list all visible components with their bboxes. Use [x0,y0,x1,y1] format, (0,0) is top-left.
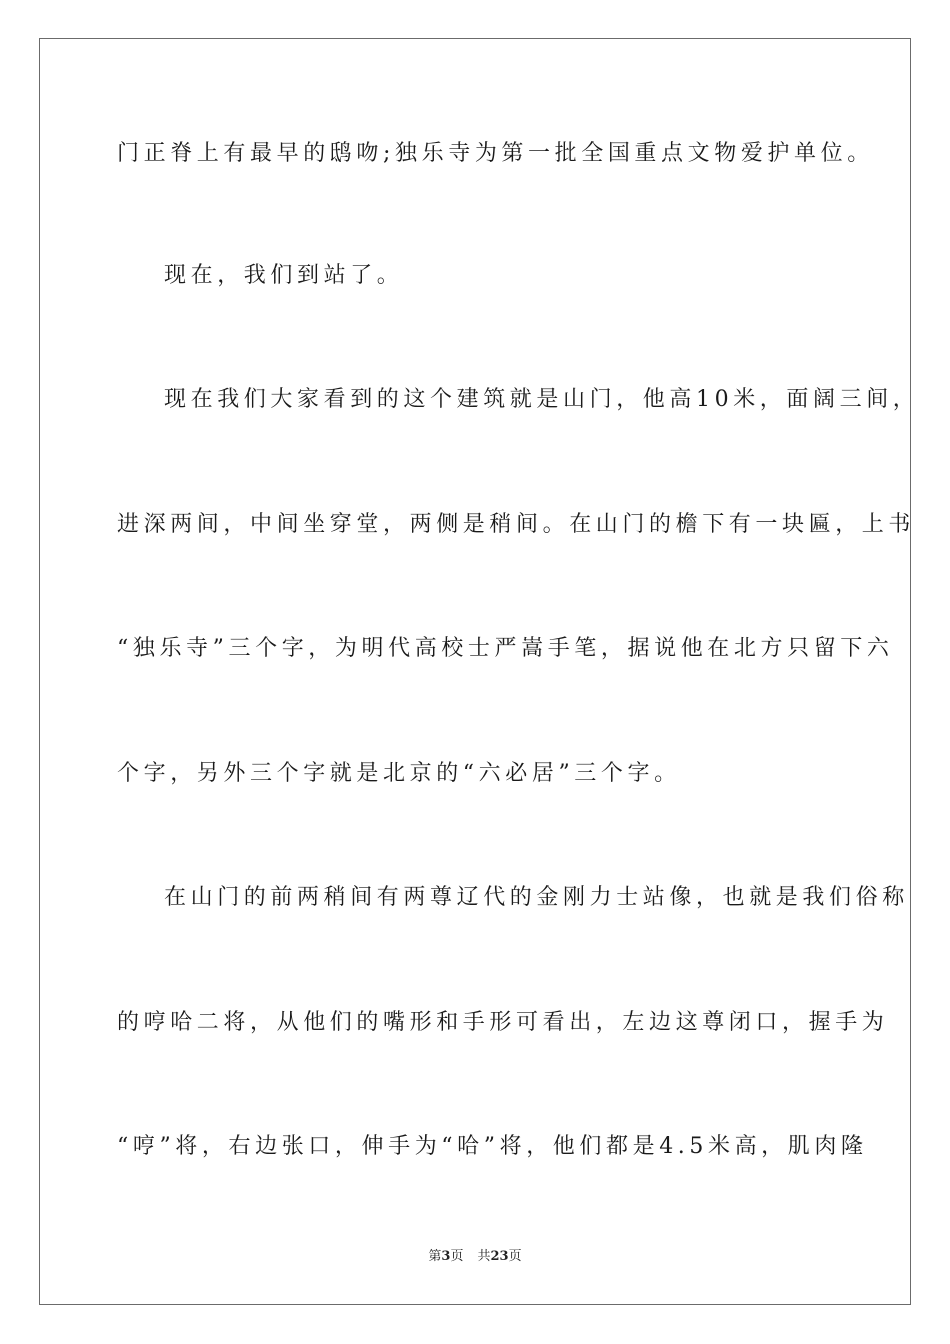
text-line-2: 现在，我们到站了。 [164,263,404,288]
text-line-6: 个字，另外三个字就是北京的“六必居”三个字。 [117,761,681,786]
text-line-8: 的哼哈二将，从他们的嘴形和手形可看出，左边这尊闭口，握手为 [117,1010,889,1035]
total-prefix: 共 [477,1249,491,1264]
page-footer [0,1248,950,1266]
text-line-9: “哼”将，右边张口，伸手为“哈”将，他们都是4.5米高，肌肉隆 [117,1134,868,1159]
total-suffix: 页 [508,1249,522,1264]
text-line-7: 在山门的前两稍间有两尊辽代的金刚力士站像，也就是我们俗称 [164,885,909,910]
text-line-3: 现在我们大家看到的这个建筑就是山门，他高10米，面阔三间， [164,387,920,412]
page-suffix: 页 [450,1249,464,1264]
text-line-4: 进深两间，中间坐穿堂，两侧是稍间。在山门的檐下有一块匾，上书 [117,512,916,537]
page-border [39,38,911,1305]
total-pages: 23 [490,1249,509,1264]
page-number: 3 [441,1249,451,1264]
page-prefix: 第 [428,1249,442,1264]
text-line-5: “独乐寺”三个字，为明代高校士严嵩手笔，据说他在北方只留下六 [117,636,894,661]
text-line-1: 门正脊上有最早的鸱吻;独乐寺为第一批全国重点文物爱护单位。 [117,141,874,166]
